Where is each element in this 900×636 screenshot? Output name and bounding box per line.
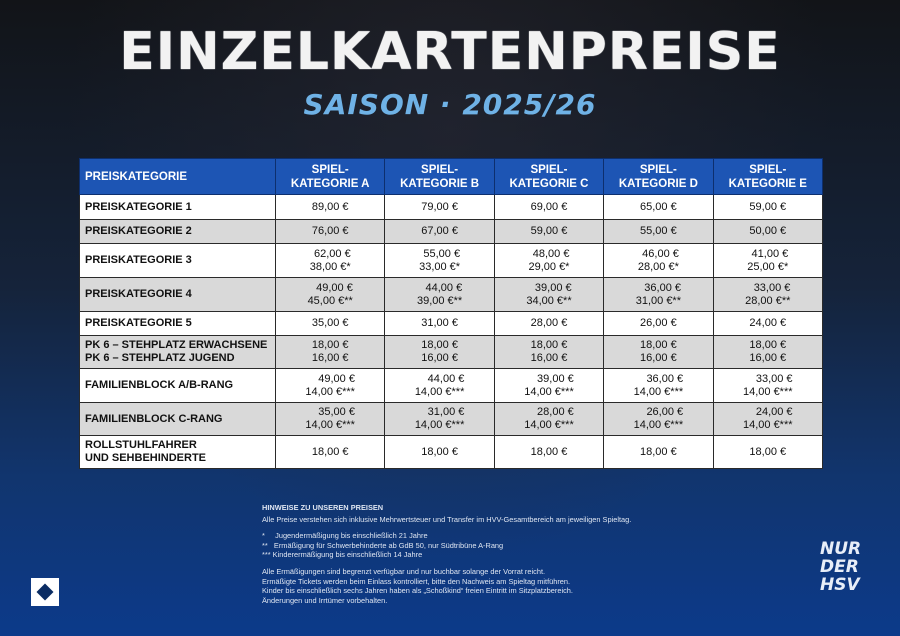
price-cell: 89,00 € — [276, 195, 385, 220]
price-table — [79, 158, 823, 469]
price-cell: 26,00 € — [604, 312, 713, 336]
price-cell: 18,00 € — [385, 436, 494, 469]
price-notes — [262, 503, 702, 605]
price-cell: 18,00 € 16,00 € — [385, 336, 494, 369]
table-header-row — [80, 159, 823, 195]
row-label: FAMILIENBLOCK A/B-RANG — [80, 369, 276, 403]
price-cell: 49,00 € 45,00 €** — [276, 278, 385, 312]
note-line: Kinder bis einschließlich sechs Jahren haben als „Schoßkind“ freien Eintritt im Sitzplatzbereich. — [262, 586, 573, 596]
row-label: PREISKATEGORIE 3 — [80, 244, 276, 278]
price-cell: 26,00 € 14,00 €*** — [604, 403, 713, 436]
table-row — [80, 244, 823, 278]
price-cell: 49,00 € 14,00 €*** — [276, 369, 385, 403]
row-label: PK 6 – STEHPLATZ ERWACHSENE PK 6 – STEHPLATZ JUGEND — [80, 336, 276, 369]
table-row — [80, 369, 823, 403]
table-row — [80, 278, 823, 312]
notes-heading: HINWEISE ZU UNSEREN PREISEN — [262, 503, 384, 512]
price-cell: 18,00 € — [494, 436, 603, 469]
price-cell: 36,00 € 31,00 €** — [604, 278, 713, 312]
column-header: PREISKATEGORIE — [80, 159, 276, 195]
table-row — [80, 195, 823, 220]
price-cell: 67,00 € — [385, 220, 494, 244]
row-label: PREISKATEGORIE 1 — [80, 195, 276, 220]
row-label: FAMILIENBLOCK C-RANG — [80, 403, 276, 436]
note-line: Alle Ermäßigungen sind begrenzt verfügbar und nur buchbar solange der Vorrat reicht. — [262, 566, 546, 576]
price-cell: 69,00 € — [494, 195, 603, 220]
price-cell: 44,00 € 14,00 €*** — [385, 369, 494, 403]
row-label: PREISKATEGORIE 4 — [80, 278, 276, 312]
column-header: SPIEL- KATEGORIE B — [385, 159, 494, 195]
price-cell: 18,00 € 16,00 € — [494, 336, 603, 369]
price-cell: 18,00 € 16,00 € — [713, 336, 822, 369]
price-cell: 55,00 € 33,00 €* — [385, 244, 494, 278]
price-cell: 18,00 € — [276, 436, 385, 469]
price-cell: 79,00 € — [385, 195, 494, 220]
price-cell: 18,00 € 16,00 € — [604, 336, 713, 369]
footnote: * Jugendermäßigung bis einschließlich 21 Jahre — [262, 531, 428, 541]
price-cell: 62,00 € 38,00 €* — [276, 244, 385, 278]
row-label: PREISKATEGORIE 2 — [80, 220, 276, 244]
price-cell: 18,00 € 16,00 € — [276, 336, 385, 369]
column-header: SPIEL- KATEGORIE D — [604, 159, 713, 195]
price-cell: 18,00 € — [604, 436, 713, 469]
column-header: SPIEL- KATEGORIE E — [713, 159, 822, 195]
table-row — [80, 220, 823, 244]
footnote: ** Ermäßigung für Schwerbehinderte ab GdB 50, nur Südtribüne A-Rang — [262, 540, 504, 550]
price-cell: 59,00 € — [713, 195, 822, 220]
row-label: PREISKATEGORIE 5 — [80, 312, 276, 336]
price-cell: 36,00 € 14,00 €*** — [604, 369, 713, 403]
note-line: Ermäßigte Tickets werden beim Einlass kontrolliert, bitte den Nachweis am Spieltag mitführen. — [262, 576, 571, 586]
table-row — [80, 436, 823, 469]
price-cell: 33,00 € 14,00 €*** — [713, 369, 822, 403]
price-cell: 39,00 € 34,00 €** — [494, 278, 603, 312]
table-row — [80, 336, 823, 369]
price-cell: 59,00 € — [494, 220, 603, 244]
column-header: SPIEL- KATEGORIE C — [494, 159, 603, 195]
price-cell: 33,00 € 28,00 €** — [713, 278, 822, 312]
price-cell: 50,00 € — [713, 220, 822, 244]
row-label: ROLLSTUHLFAHRER UND SEHBEHINDERTE — [80, 436, 276, 469]
table-row — [80, 403, 823, 436]
table-row — [80, 312, 823, 336]
season-subtitle: SAISON · 2025/26 — [303, 88, 597, 121]
notes-intro: Alle Preise verstehen sich inklusive Mehrwertsteuer und Transfer im HVV-Gesamtbereich am jeweiligen Spieltag. — [262, 514, 632, 524]
price-cell: 48,00 € 29,00 €* — [494, 244, 603, 278]
price-cell: 65,00 € — [604, 195, 713, 220]
price-cell: 44,00 € 39,00 €** — [385, 278, 494, 312]
page-title: EINZELKARTENPREISE — [119, 22, 781, 82]
price-cell: 24,00 € 14,00 €*** — [713, 403, 822, 436]
price-cell: 35,00 € — [276, 312, 385, 336]
column-header: SPIEL- KATEGORIE A — [276, 159, 385, 195]
price-cell: 28,00 € — [494, 312, 603, 336]
price-cell: 55,00 € — [604, 220, 713, 244]
price-cell: 39,00 € 14,00 €*** — [494, 369, 603, 403]
price-cell: 28,00 € 14,00 €*** — [494, 403, 603, 436]
note-line: Änderungen und Irrtümer vorbehalten. — [262, 595, 388, 605]
price-cell: 46,00 € 28,00 €* — [604, 244, 713, 278]
price-cell: 31,00 € 14,00 €*** — [385, 403, 494, 436]
hsv-crest-icon — [31, 578, 59, 606]
price-cell: 76,00 € — [276, 220, 385, 244]
footnote: *** Kinderermäßigung bis einschließlich 14 Jahre — [262, 550, 423, 560]
slogan-logo: NUR DER HSV — [820, 539, 862, 595]
price-cell: 41,00 € 25,00 €* — [713, 244, 822, 278]
price-cell: 18,00 € — [713, 436, 822, 469]
price-cell: 35,00 € 14,00 €*** — [276, 403, 385, 436]
price-cell: 24,00 € — [713, 312, 822, 336]
price-cell: 31,00 € — [385, 312, 494, 336]
